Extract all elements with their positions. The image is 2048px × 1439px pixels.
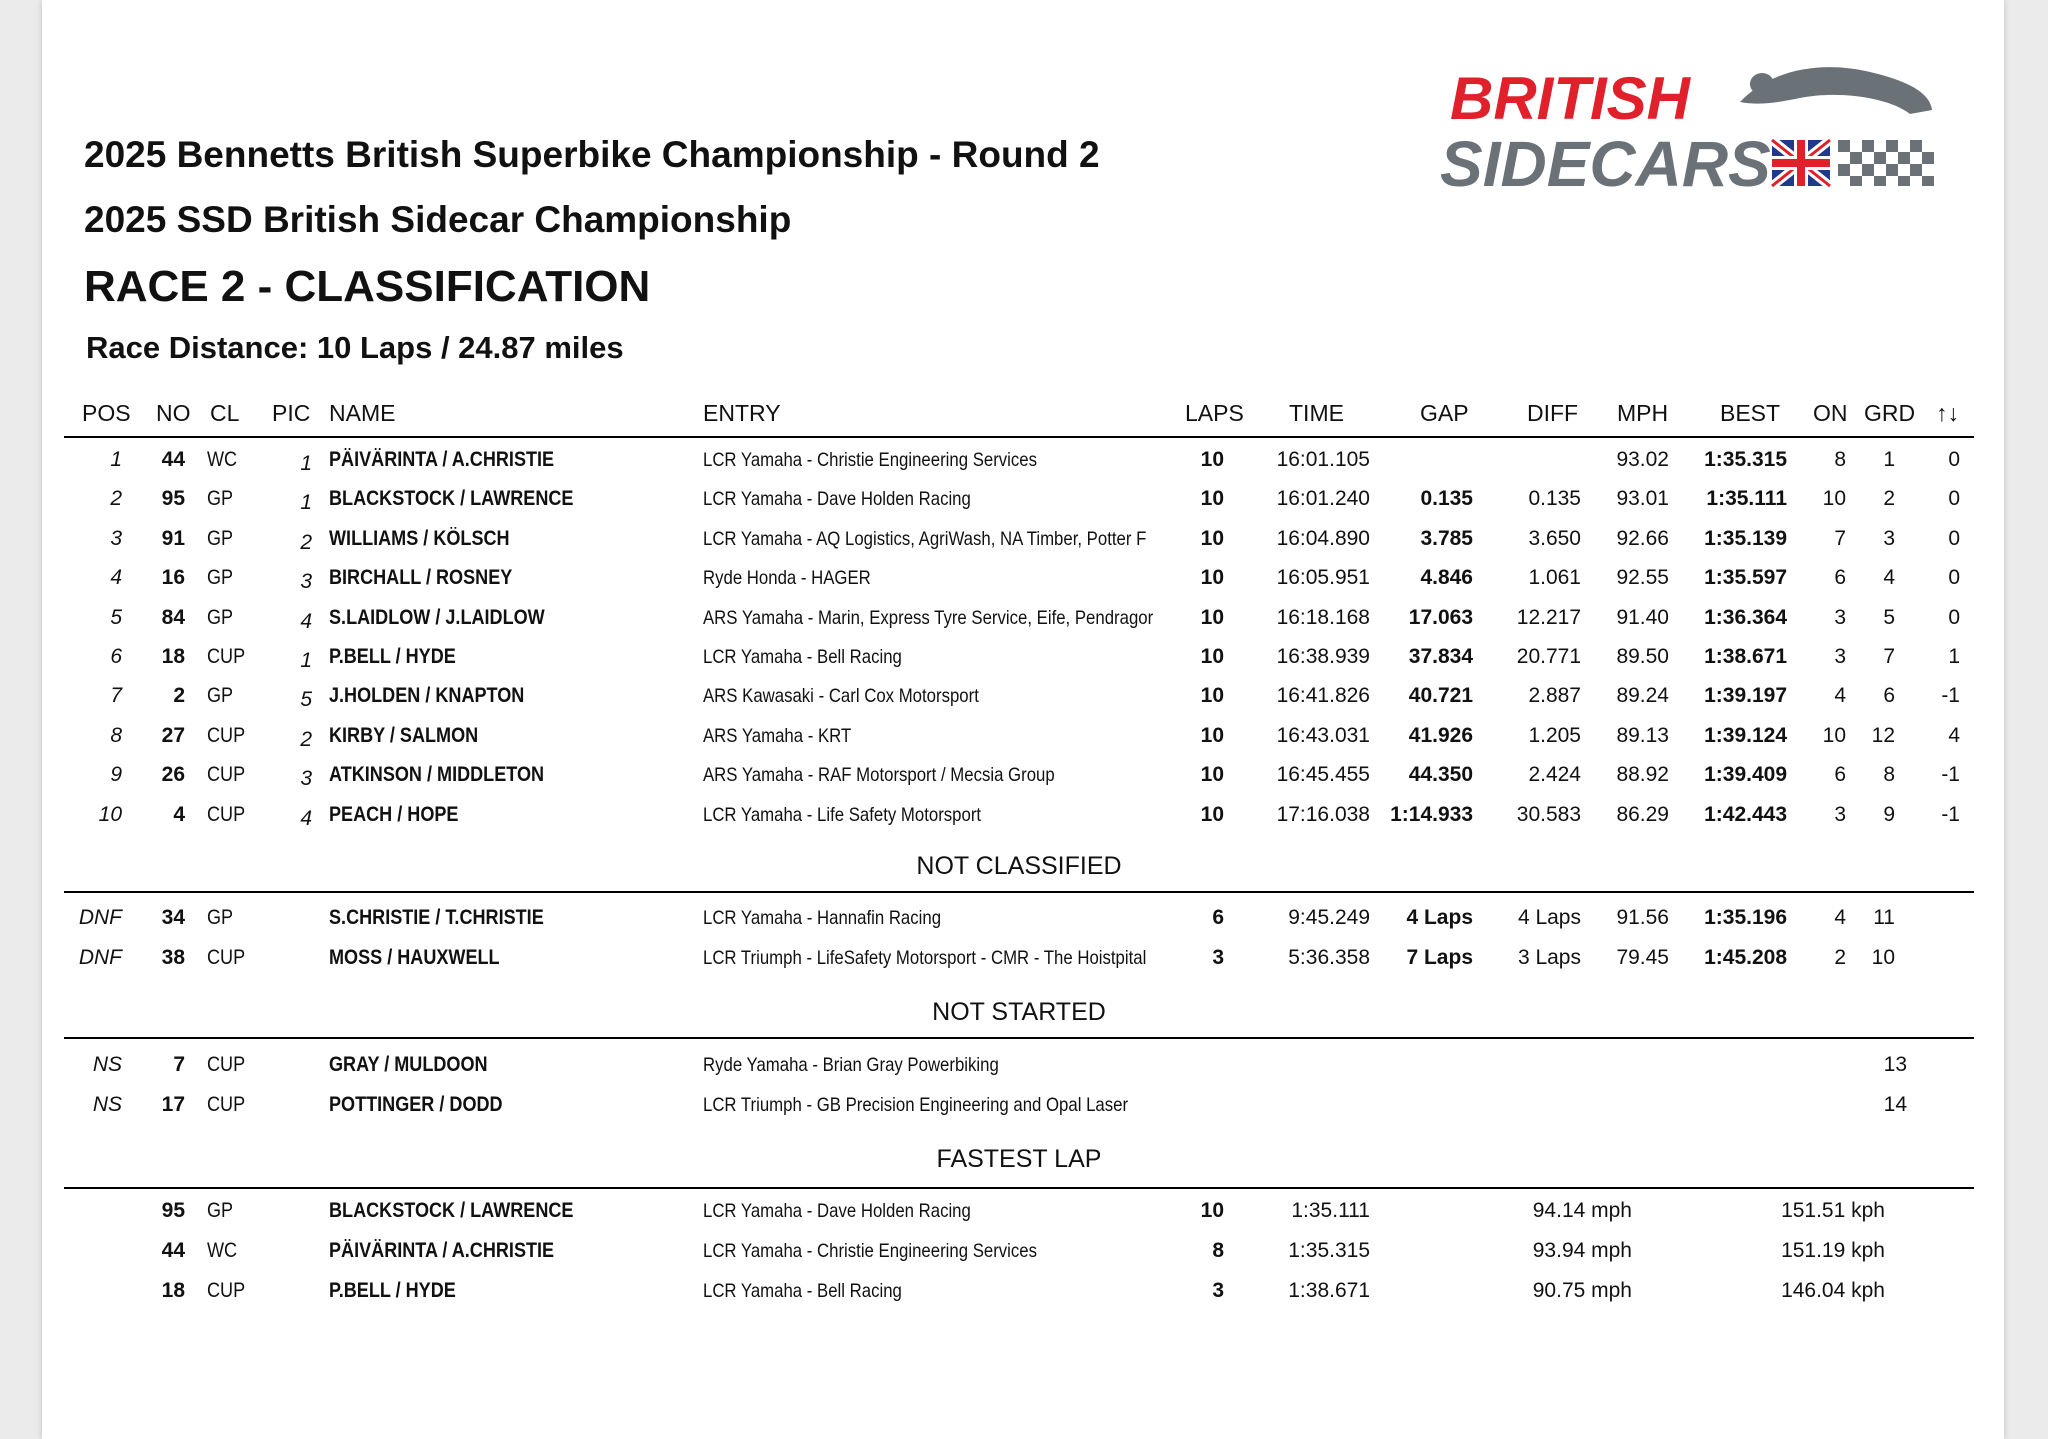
- grid-cell: 2: [1883, 487, 1895, 511]
- best-cell: 1:39.197: [1704, 684, 1787, 708]
- entry-cell: LCR Yamaha - Christie Engineering Services: [703, 1240, 1038, 1262]
- name-cell: S.LAIDLOW / J.LAIDLOW: [329, 605, 545, 629]
- class-cell: CUP: [207, 763, 246, 787]
- time-cell: 16:45.455: [1276, 763, 1370, 787]
- class-cell: CUP: [207, 645, 246, 668]
- mph-cell: 89.13: [1616, 723, 1669, 747]
- time-cell: 5:36.358: [1288, 946, 1370, 969]
- not-started-rule: [64, 1037, 1974, 1039]
- name-cell: KIRBY / SALMON: [329, 723, 479, 747]
- best-cell: 1:35.597: [1704, 566, 1787, 590]
- laps-cell: 10: [1200, 605, 1224, 629]
- kph-cell: 146.04 kph: [1781, 1279, 1885, 1302]
- best-cell: 1:38.671: [1704, 645, 1787, 668]
- on-cell: 4: [1834, 684, 1846, 708]
- pic-cell: 4: [300, 806, 312, 830]
- header-rule: [64, 436, 1974, 438]
- on-cell: 7: [1834, 526, 1846, 550]
- time-cell: 1:35.315: [1288, 1239, 1370, 1262]
- laps-cell: 10: [1200, 723, 1224, 747]
- pos-cell: NS: [92, 1053, 122, 1076]
- time-cell: 16:43.031: [1276, 723, 1370, 747]
- gap-cell: 44.350: [1408, 763, 1473, 787]
- entry-cell: Ryde Honda - HAGER: [703, 567, 871, 590]
- no-cell: 7: [173, 1053, 185, 1076]
- pos-cell: NS: [92, 1093, 122, 1116]
- gap-cell: 17.063: [1408, 605, 1473, 629]
- grid-cell: 11: [1873, 906, 1895, 929]
- gap-cell: 41.926: [1408, 723, 1473, 747]
- mph-cell: 89.50: [1616, 645, 1669, 668]
- mph-cell: 88.92: [1616, 763, 1669, 787]
- entry-cell: LCR Triumph - LifeSafety Motorsport - CMR - The Hoistpital: [703, 947, 1147, 969]
- pic-cell: 2: [300, 530, 312, 554]
- diff-cell: 3.650: [1528, 526, 1581, 550]
- lap-cell: 8: [1212, 1239, 1224, 1262]
- laps-cell: 10: [1200, 526, 1224, 550]
- col-pos: POS: [82, 400, 131, 426]
- laps-cell: 10: [1200, 645, 1224, 668]
- entry-cell: ARS Yamaha - Marin, Express Tyre Service, Eife, Pendragor: [703, 606, 1154, 629]
- entry-cell: LCR Yamaha - Bell Racing: [703, 1280, 902, 1302]
- race-title: RACE 2 - CLASSIFICATION: [84, 262, 651, 311]
- grid-cell: 3: [1883, 526, 1895, 550]
- diff-cell: 1.061: [1528, 566, 1581, 590]
- name-cell: BLACKSTOCK / LAWRENCE: [329, 487, 574, 511]
- class-cell: GP: [207, 526, 234, 550]
- mph-cell: 93.94 mph: [1532, 1239, 1632, 1262]
- pic-cell: 1: [300, 491, 312, 515]
- move-cell: -1: [1941, 763, 1960, 787]
- pic-cell: 1: [300, 649, 312, 672]
- name-cell: BIRCHALL / ROSNEY: [329, 566, 513, 590]
- pos-cell: 10: [98, 802, 122, 826]
- name-cell: P.BELL / HYDE: [329, 1279, 456, 1302]
- col-entry: ENTRY: [703, 400, 781, 426]
- time-cell: 16:04.890: [1276, 526, 1370, 550]
- class-cell: CUP: [207, 1053, 246, 1076]
- pic-cell: 1: [300, 452, 312, 475]
- time-cell: 16:41.826: [1276, 684, 1370, 708]
- best-cell: 1:39.409: [1704, 763, 1787, 787]
- pos-cell: DNF: [78, 946, 122, 969]
- diff-cell: 3 Laps: [1517, 946, 1581, 969]
- no-cell: 91: [161, 526, 185, 550]
- class-cell: WC: [207, 448, 238, 471]
- union-flag-icon: [1772, 140, 1830, 186]
- no-cell: 44: [161, 448, 185, 471]
- time-cell: 9:45.249: [1288, 906, 1370, 929]
- pos-cell: 6: [110, 645, 122, 668]
- grid-cell: 13: [1883, 1053, 1907, 1076]
- gap-cell: 3.785: [1420, 526, 1473, 550]
- gap-cell: 0.135: [1420, 487, 1473, 511]
- class-cell: CUP: [207, 1093, 246, 1116]
- class-cell: GP: [207, 605, 234, 629]
- laps-cell: 3: [1212, 946, 1224, 969]
- no-cell: 17: [161, 1093, 185, 1116]
- time-cell: 17:16.038: [1276, 802, 1370, 826]
- lap-cell: 3: [1212, 1279, 1224, 1302]
- on-cell: 10: [1822, 487, 1846, 511]
- move-cell: 1: [1948, 645, 1960, 668]
- move-cell: -1: [1941, 684, 1960, 708]
- mph-cell: 91.56: [1616, 906, 1669, 929]
- best-cell: 1:35.196: [1704, 906, 1787, 929]
- name-cell: PÄIVÄRINTA / A.CHRISTIE: [329, 1239, 555, 1262]
- pic-cell: 5: [300, 688, 312, 712]
- best-cell: 1:42.443: [1704, 802, 1787, 826]
- class-cell: GP: [207, 1199, 234, 1222]
- entry-cell: ARS Kawasaki - Carl Cox Motorsport: [703, 685, 979, 708]
- rider-helmet-icon: [1750, 73, 1774, 95]
- grid-cell: 7: [1883, 645, 1895, 668]
- gap-cell: 4.846: [1420, 566, 1473, 590]
- logo-word-sidecars: SIDECARS: [1440, 128, 1771, 200]
- col-name: NAME: [329, 400, 396, 426]
- on-cell: 6: [1834, 566, 1846, 590]
- chequered-flag-icon: [1838, 140, 1934, 186]
- lap-cell: 10: [1200, 1199, 1224, 1222]
- diff-cell: 4 Laps: [1517, 906, 1581, 929]
- entry-cell: LCR Yamaha - Hannafin Racing: [703, 907, 942, 929]
- diff-cell: 0.135: [1528, 487, 1581, 511]
- no-cell: 84: [161, 605, 185, 629]
- no-cell: 27: [161, 723, 185, 747]
- col-move: ↑↓: [1936, 400, 1959, 426]
- laps-cell: 10: [1200, 487, 1224, 511]
- pos-cell: 8: [110, 723, 122, 747]
- col-gap: GAP: [1420, 400, 1469, 426]
- on-cell: 6: [1834, 763, 1846, 787]
- time-cell: 16:18.168: [1276, 605, 1370, 629]
- class-cell: GP: [207, 487, 234, 511]
- move-cell: 0: [1948, 605, 1960, 629]
- entry-cell: LCR Yamaha - Bell Racing: [703, 646, 902, 668]
- col-time: TIME: [1289, 400, 1344, 426]
- time-cell: 1:38.671: [1288, 1279, 1370, 1302]
- move-cell: 0: [1948, 566, 1960, 590]
- name-cell: GRAY / MULDOON: [329, 1053, 488, 1076]
- championship-title: 2025 Bennetts British Superbike Championship - Round 2: [84, 134, 1100, 175]
- not-classified-heading: NOT CLASSIFIED: [916, 852, 1122, 880]
- class-cell: GP: [207, 566, 234, 590]
- not-started-heading: NOT STARTED: [932, 998, 1106, 1026]
- class-cell: GP: [207, 906, 234, 929]
- col-diff: DIFF: [1527, 400, 1579, 426]
- name-cell: PEACH / HOPE: [329, 802, 459, 826]
- pos-cell: 1: [110, 448, 122, 471]
- laps-cell: 10: [1200, 448, 1224, 471]
- pos-cell: 9: [110, 763, 122, 787]
- class-cell: WC: [207, 1239, 238, 1262]
- laps-cell: 10: [1200, 802, 1224, 826]
- entry-cell: LCR Yamaha - Life Safety Motorsport: [703, 803, 982, 826]
- grid-cell: 4: [1883, 566, 1895, 590]
- entry-cell: ARS Yamaha - KRT: [703, 724, 852, 747]
- pic-cell: 2: [300, 727, 312, 751]
- col-grd: GRD: [1864, 400, 1916, 426]
- on-cell: 8: [1834, 448, 1846, 471]
- entry-cell: LCR Yamaha - Dave Holden Racing: [703, 1200, 971, 1222]
- name-cell: BLACKSTOCK / LAWRENCE: [329, 1199, 574, 1222]
- class-cell: CUP: [207, 946, 246, 969]
- gap-cell: 7 Laps: [1406, 946, 1473, 969]
- pic-cell: 3: [300, 767, 312, 791]
- move-cell: -1: [1941, 802, 1960, 826]
- col-laps: LAPS: [1185, 400, 1244, 426]
- pos-cell: 3: [110, 526, 122, 550]
- grid-cell: 12: [1871, 723, 1895, 747]
- best-cell: 1:35.139: [1704, 526, 1787, 550]
- move-cell: 4: [1948, 723, 1960, 747]
- no-cell: 95: [161, 487, 185, 511]
- col-on: ON: [1813, 400, 1848, 426]
- name-cell: J.HOLDEN / KNAPTON: [329, 684, 525, 708]
- no-cell: 34: [161, 906, 185, 929]
- diff-cell: 12.217: [1516, 605, 1581, 629]
- no-cell: 44: [161, 1239, 185, 1262]
- laps-cell: 10: [1200, 763, 1224, 787]
- no-cell: 16: [161, 566, 185, 590]
- gap-cell: 37.834: [1408, 645, 1473, 668]
- grid-cell: 14: [1883, 1093, 1907, 1116]
- no-cell: 4: [173, 802, 185, 826]
- diff-cell: 1.205: [1528, 723, 1581, 747]
- gap-cell: 40.721: [1408, 684, 1473, 708]
- no-cell: 18: [161, 1279, 185, 1302]
- best-cell: 1:35.111: [1706, 487, 1787, 511]
- on-cell: 4: [1834, 906, 1846, 929]
- no-cell: 18: [161, 645, 185, 668]
- name-cell: MOSS / HAUXWELL: [329, 946, 500, 969]
- grid-cell: 5: [1883, 605, 1895, 629]
- grid-cell: 8: [1883, 763, 1895, 787]
- race-distance: Race Distance: 10 Laps / 24.87 miles: [86, 330, 624, 365]
- name-cell: P.BELL / HYDE: [329, 645, 456, 668]
- best-cell: 1:45.208: [1704, 946, 1787, 969]
- pic-cell: 4: [300, 609, 312, 633]
- time-cell: 16:01.240: [1276, 487, 1370, 511]
- mph-cell: 89.24: [1616, 684, 1669, 708]
- move-cell: 0: [1948, 448, 1960, 471]
- grid-cell: 9: [1883, 802, 1895, 826]
- on-cell: 3: [1834, 802, 1846, 826]
- no-cell: 2: [173, 684, 185, 708]
- mph-cell: 90.75 mph: [1532, 1279, 1632, 1302]
- entry-cell: LCR Triumph - GB Precision Engineering and Opal Laser: [703, 1094, 1129, 1116]
- no-cell: 38: [161, 946, 185, 969]
- mph-cell: 86.29: [1616, 802, 1669, 826]
- time-cell: 16:38.939: [1276, 645, 1370, 668]
- diff-cell: 30.583: [1516, 802, 1581, 826]
- time-cell: 1:35.111: [1291, 1199, 1370, 1222]
- name-cell: POTTINGER / DODD: [329, 1093, 503, 1116]
- no-cell: 26: [161, 763, 185, 787]
- mph-cell: 92.66: [1616, 526, 1669, 550]
- entry-cell: ARS Yamaha - RAF Motorsport / Mecsia Group: [703, 764, 1055, 787]
- mph-cell: 92.55: [1616, 566, 1669, 590]
- on-cell: 10: [1822, 723, 1846, 747]
- on-cell: 2: [1834, 946, 1846, 969]
- name-cell: WILLIAMS / KÖLSCH: [329, 526, 510, 550]
- col-pic: PIC: [272, 400, 311, 426]
- class-cell: GP: [207, 684, 234, 708]
- grid-cell: 10: [1871, 946, 1895, 969]
- pic-cell: 3: [300, 570, 312, 594]
- name-cell: ATKINSON / MIDDLETON: [329, 763, 545, 787]
- fastest-lap-rule: [64, 1187, 1974, 1189]
- best-cell: 1:39.124: [1704, 723, 1787, 747]
- col-cl: CL: [210, 400, 240, 426]
- fastest-lap-heading: FASTEST LAP: [936, 1145, 1102, 1173]
- name-cell: PÄIVÄRINTA / A.CHRISTIE: [329, 448, 555, 471]
- no-cell: 95: [161, 1199, 185, 1222]
- series-title: 2025 SSD British Sidecar Championship: [84, 199, 792, 240]
- class-cell: CUP: [207, 1279, 246, 1302]
- entry-cell: LCR Yamaha - Dave Holden Racing: [703, 488, 971, 511]
- pos-cell: 5: [110, 605, 122, 629]
- mph-cell: 91.40: [1616, 605, 1669, 629]
- pos-cell: DNF: [78, 906, 122, 929]
- diff-cell: 2.887: [1528, 684, 1581, 708]
- kph-cell: 151.51 kph: [1781, 1199, 1885, 1222]
- british-sidecars-logo: [1440, 62, 1940, 200]
- gap-cell: 1:14.933: [1390, 802, 1473, 826]
- pos-cell: 2: [110, 487, 122, 511]
- move-cell: 0: [1948, 526, 1960, 550]
- entry-cell: LCR Yamaha - AQ Logistics, AgriWash, NA Timber, Potter F: [703, 527, 1147, 550]
- time-cell: 16:05.951: [1276, 566, 1370, 590]
- best-cell: 1:36.364: [1704, 605, 1787, 629]
- diff-cell: 2.424: [1528, 763, 1581, 787]
- pos-cell: 7: [110, 684, 122, 708]
- not-classified-rule: [64, 891, 1974, 893]
- mph-cell: 79.45: [1616, 946, 1669, 969]
- on-cell: 3: [1834, 645, 1846, 668]
- mph-cell: 93.01: [1616, 487, 1669, 511]
- mph-cell: 93.02: [1616, 448, 1669, 471]
- grid-cell: 1: [1883, 448, 1895, 471]
- on-cell: 3: [1834, 605, 1846, 629]
- col-mph: MPH: [1617, 400, 1669, 426]
- col-no: NO: [156, 400, 191, 426]
- diff-cell: 20.771: [1516, 645, 1581, 668]
- entry-cell: Ryde Yamaha - Brian Gray Powerbiking: [703, 1054, 999, 1076]
- class-cell: CUP: [207, 802, 246, 826]
- time-cell: 16:01.105: [1276, 448, 1370, 471]
- entry-cell: LCR Yamaha - Christie Engineering Services: [703, 449, 1038, 471]
- gap-cell: 4 Laps: [1406, 906, 1473, 929]
- laps-cell: 10: [1200, 566, 1224, 590]
- laps-cell: 10: [1200, 684, 1224, 708]
- logo-word-british: BRITISH: [1450, 65, 1690, 132]
- move-cell: 0: [1948, 487, 1960, 511]
- mph-cell: 94.14 mph: [1532, 1199, 1632, 1222]
- class-cell: CUP: [207, 723, 246, 747]
- name-cell: S.CHRISTIE / T.CHRISTIE: [329, 906, 544, 929]
- laps-cell: 6: [1212, 906, 1224, 929]
- kph-cell: 151.19 kph: [1781, 1239, 1885, 1262]
- col-best: BEST: [1720, 400, 1781, 426]
- pos-cell: 4: [110, 566, 122, 590]
- best-cell: 1:35.315: [1704, 448, 1787, 471]
- grid-cell: 6: [1883, 684, 1895, 708]
